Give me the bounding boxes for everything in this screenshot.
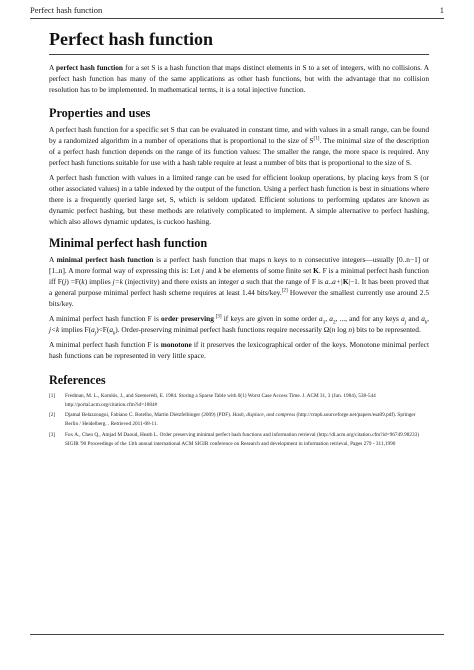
order-preserving-term: order preserving: [161, 314, 214, 323]
page-number: 1: [439, 5, 444, 15]
reference-item: [49, 431, 429, 448]
monotone-term: monotone: [160, 340, 192, 349]
citation-link-1[interactable]: [1]: [313, 135, 320, 142]
minimal-paragraph-3: A minimal perfect hash function F is monotone if it preserves the lexicographical order of the keys. Monotone minimal perfect hash functions can be represented in very little space.: [49, 340, 429, 360]
reference-text[interactable]: Fox A., Chen Q., Amjad M Daoud, Heath L. Order preserving minimal perfect hash functions and information retrieval (http://dl.acm.org/citation.cfm?id=96749.98233) SIGIR '90 Proceedings of the 13th annual international ACM SIGIR conference on Research and development in information retrieval, Pages 279 - 311,1990: [65, 431, 419, 447]
intro-paragraph: A perfect hash function for a set S is a hash function that maps distinct elements in S to a set of integers, with no collisions. A perfect hash function has many of the same applications as other hash functions, but with the advantage that no collision resolution has to be implemented. In mathematical terms, it is a total injective function.: [49, 63, 430, 94]
reference-title-link[interactable]: Hash, displace, and compress: [232, 412, 296, 419]
header-rule: [30, 18, 444, 19]
references-list: [49, 392, 429, 448]
minimal-paragraph-2: A minimal perfect hash function F is order preserving [3] if keys are given in some order $a_1$, $a_2$, ..., and for any keys $a_j$ and $a_k$, j<k implies $F(a_j)<F(a_k)$. Order-preserving minimal perfect hash functions require necessarily Ω(n log n) bits to be represented.: [49, 313, 429, 337]
reference-text[interactable]: Fredman, M. L., Komlós, J., and Szemerédi, E. 1984. Storing a Sparse Table with 0(1) Worst Case Access Time. J. ACM 31, 3 (Jun. 1984), 538-544 http://portal.acm.org/citation.cfm?id=1884#: [65, 393, 376, 408]
section-heading-minimal: Minimal perfect hash function: [49, 236, 208, 250]
article-title: Perfect hash function: [49, 28, 429, 55]
minimal-term: minimal perfect hash function: [56, 255, 154, 264]
intro-term: perfect hash function: [56, 63, 124, 72]
section-heading-references: References: [49, 373, 106, 387]
citation-link-3[interactable]: [3]: [213, 313, 222, 320]
reference-number: [3]: [49, 431, 56, 438]
properties-paragraph-1: A perfect hash function for a specific set S that can be evaluated in constant time, and with values in a small range, can be found by a randomized algorithm in a number of operations that is proportional to the size of S[1]. The minimal size of the description of a perfect hash function depends on the range of its function values: The smaller the range, the more space is required. Any perfect hash functions suitable for use with a hash table require at least a number of bits that is proportional to the size of S.: [49, 125, 429, 167]
reference-number: [2]: [49, 412, 56, 419]
footer-rule: [30, 634, 444, 635]
minimal-paragraph-1: A minimal perfect hash function is a perfect hash function that maps n keys to n consecutive integers—usually [0..n−1] or [1..n]. A more formal way of expressing this is: Let j and k be elements of some finite set K. F is a minimal perfect hash function iff F(j) =F(k) implies j=k (injectivity) and there exists an integer a such that the range of F is a..a+|K|−1. It has been proved that a general purpose minimal perfect hash scheme requires at least 1.44 bits/key.[2] However the smallest currently use around 2.5 bits/key.: [49, 255, 430, 308]
section-heading-properties: Properties and uses: [49, 106, 151, 120]
reference-item: [49, 392, 429, 409]
running-header: [30, 5, 444, 15]
citation-link-2[interactable]: [2]: [281, 287, 288, 294]
reference-number: [1]: [49, 393, 56, 399]
reference-item: [2] Djamal Belazzougui, Fabiano C. Botelho, Martin Dietzfelbinger (2009) (PDF). Hash, displace, and compress (http://cmph.sourceforge.net/papers/esa09.pdf). Springer Berlin / Heidelberg. . Retrieved 2011-08-11.: [49, 412, 416, 428]
properties-paragraph-2: A perfect hash function with values in a limited range can be used for efficient lookup operations, by placing keys from S (or other associated values) in a table indexed by the output of the function. Using a perfect hash function is best in situations where there is a frequently queried large set, S, which is seldom updated. Efficient solutions to performing updates are known as dynamic perfect hashing, but these methods are relatively complicated to implement. A simple alternative to perfect hashing, which also allows dynamic updates, is cuckoo hashing.: [49, 173, 429, 226]
running-header-title: Perfect hash function: [30, 5, 103, 15]
article-body: [49, 28, 429, 448]
